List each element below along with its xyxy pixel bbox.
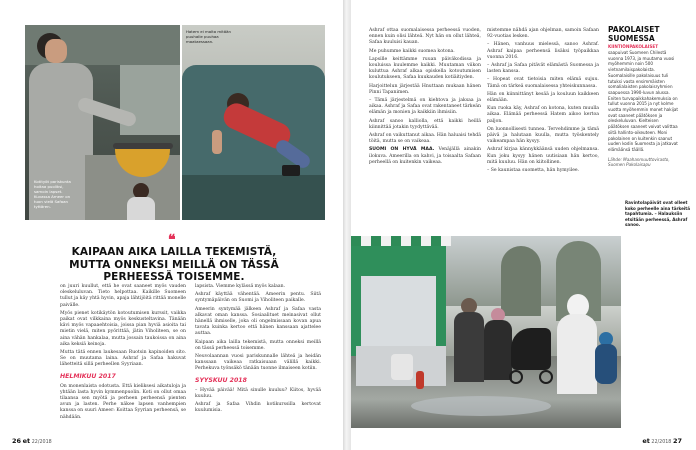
paragraph: On monenlaista odotusta. Että kieliksesi aikatuloja ja yhtään lasta hyvin kymmenpuolin. Koti on ollut omaa tilaansa sen myötä ja perheen perheensä pienten avun ja lasten. Perhe näkee lapsen vanhempien kanssa on suuri Ameer: Koittaa Syyrian perheensä, se nähdään.: [60, 383, 186, 420]
paragraph: Ashraf ottaa suomalaisessa perheessä vuoden, ennen kuin olisi lähteä. Nyt hän on ollut lähteä, Safaa kuuluisi kauan.: [369, 28, 481, 46]
fact-box-title: PAKOLAISET SUOMESSA: [608, 25, 660, 43]
left-page: [0, 0, 343, 450]
paragraph: On luonnollisesti tunnea. Tervehdimme ja tämä päivä ja halutaan kuulla, mutta työskentely vaikeampaa hän kysyy.: [487, 126, 599, 145]
paragraph: Me puhumme kaikki suomea kotona.: [369, 48, 455, 54]
section-subhead: SYYSKUU 2018: [195, 376, 247, 384]
paragraph: – Ashraf ja Safaa pitävät elämästä Suomessa ja lasten kanssa.: [487, 63, 599, 75]
brand-logo: et: [22, 437, 31, 445]
paragraph: lapsista. Viemme kylässä myös kalaan.: [195, 284, 286, 289]
left-column-2: [195, 284, 321, 416]
paragraph: Myös pienet kotikäytön kotoutumisen kurssit, vaikka paikat ovat vilkkaina myös keskusteltavina. Tänään kävi myös vapaaehtoisia, joissa pian hyviä asioita tai mietin vielä, miten pyörittää, jätin Viholiteen, se on aina vähän hankalaa, mutta jossain taukoissa on aina aika keksiä keinoja.: [60, 310, 186, 347]
page-gutter: [343, 0, 351, 450]
paragraph: on juuri kuullut, että he ovat saaneet myös vauden oleskeluluvan. Tieto helpottaa. Kaikille Suomeen tullut ja käy yhtä hyvin, apaja lähtijöitä rittää monelle paivälle.: [60, 284, 186, 308]
sofa-photo-caption: Hatem ei malta mitään puuhalle puuhaa maataessaan.: [186, 29, 231, 44]
fact-box: [608, 26, 678, 168]
sofa-photo: [182, 25, 325, 220]
page-number: 27: [672, 437, 682, 445]
market-photo: [351, 236, 621, 428]
quote-mark-icon: ❝: [168, 232, 176, 248]
run-in-head: SUOMI ON HYVÄ MAA.: [369, 147, 435, 153]
paragraph: Kun ruoka käy, Ashraf on kotona, kuten muulla aikaa. Elämää perheessä Hatem aikoo kertoa paljon.: [487, 106, 599, 124]
left-column-1: [60, 284, 186, 423]
paragraph: Mutta tätä ennen laukesaan Ruotsin kapinoiden sito. Se on muutama laina. Ashraf ja Safaa hakuvat lähetteitä sillä perheellen Syyriaan.: [60, 350, 186, 368]
paragraph: – Hopeat ovat tietoisia miten elämä sujuu. Tämä on tärkeä suomalaisessa yhteiskunnassa.: [487, 77, 599, 89]
right-page: [351, 0, 696, 450]
right-footer: [642, 437, 682, 445]
paragraph: Harjoittelun järjestää Hnuttaan mukaan hänen Pinni Tapanimen.: [369, 83, 481, 95]
paragraph: Kaipaan aika lailla tekemistä, mutta onneksi meillä on tässä perheessä toisemme.: [195, 339, 321, 351]
left-footer: [12, 437, 52, 445]
paragraph-text: Venäjällä ainakin ilokuva. Ameerilla on kahvi, ja toisaalta Safaan perheellä on kuitenkin vaikeaa.: [369, 147, 481, 165]
right-column-2: [487, 28, 599, 176]
paragraph: Ameerin syntymää jälkeen Ashraf ja Safaa vasta alkavat oman kanssa. Sosiaalituet meinasivat ollut hänellä ihmiselle, joka oli ongelmissaan kovan apua tavata kuinka kertoo että hänen kanssaan ajattelee auttaa.: [195, 306, 321, 337]
kitchen-photo: [25, 25, 180, 220]
fact-box-body: saapuivat Suomeen Chilestä vuonna 1973, ja muutama vuosi myöhemmin noin 500 vietnamilaispakolaista. Suomalaisille pakolaisuus tuli tutuksi vasta ensimmäisten somalialaisten pakolaisryhmien saapuessa 1990-luvun alussa. Eniten turvapaikkahakemuksia on tullut vuonna 2015 ja nyt kolme vuotta myöhemmin monet hakijat ovat saaneet päätöksen ja oleskeluluvan. Kielteisen päätöksen saaneet voivat valittaa siitä hallinto-oikeuteen. Moni pakolainen on kuitenkin saanut uuden kodin Suomesta ja jatkavat elämäänsä täällä.: [608, 50, 678, 152]
issue-number: 22/2018: [31, 440, 52, 445]
paragraph: Ashraf kirjaa kännykkäänsä uuden ohjelmansa. Kun joku kysyy hänen uutisiaan hän kertoo, mitä kuuluu. Hän on kiitollinen.: [487, 147, 599, 165]
fact-box-source: Lähde: Maahanmuuttovirasto, Suomen Pakolaisapu: [608, 156, 670, 168]
paragraph: Ashraf sanoo kalliolla, että kaikki heillä kiinnittää jotakin tyydyttävää.: [369, 118, 481, 130]
market-photo-caption: Ravintolapäivät ovat olleet koko perheelle aina tärkeitä tapahtumia. – Halauksiin etsitään perheessä, Ashraf sanoo.: [625, 200, 690, 228]
page-number: 26: [12, 437, 22, 445]
paragraph: Hän on kiinnittänyt kesää ja kouluun kaikkeen elämään.: [487, 91, 599, 104]
paragraph: mistemme nähdä ajan ohjelman, samoin Safaan 92-vuotias lesken.: [487, 28, 599, 40]
paragraph: – Tämä järjestelmä on kiehtova ja jaksaa ja aikaa. Ashraf ja Safaa ovat rakentaneet tärkeän elämän ja monien ja kaikkiin ihmisiin.: [369, 98, 481, 116]
paragraph: Neuvolaannan vuosi pariskunnalle lähteä ja heidän kanssaan vaikeaa ratkaisuaan välillä kaikki. Perhekuva työnsäkö tänään tuonne ilmaiseen kotiin.: [195, 354, 321, 372]
paragraph: Ashraf on vaikuttanut aikaa. Hän haluaisi tehdä töitä, mutta se on vaikeaa.: [369, 133, 481, 145]
paragraph: [369, 147, 481, 166]
paragraph: Ashraf ja Safaa Vihdin kotikurssilla kertovat kuulumisia.: [195, 402, 321, 414]
paragraph: – Se kaunistaa suometta, hän hymyilee.: [487, 168, 580, 174]
section-subhead: HELMIKUU 2017: [60, 372, 116, 380]
brand-logo: et: [642, 437, 650, 445]
paragraph: Lapsille keittämme ruuan päiväkodissa ja kouluissa kuulemme kaikki. Muutaman viikon kuluttua Ashraf alkaa opiskella kotoutumisen koulutukseen, Safaa kuukauden kotiäitiyden.: [369, 56, 481, 81]
paragraph: Ashraf käyttää vähentää. Ameerin pentu. Siitä syntymäpäivän on Suomi ja Viholiteen paikalle.: [195, 292, 321, 304]
issue-number: 22/2018: [651, 440, 672, 445]
right-column-1: [369, 28, 481, 168]
kitchen-photo-caption: Kotityöt pariskunta hoitaa puoliksi, samoin lapset. Kuvassa Ameer on tuon vielä Safaan tyttären.: [34, 179, 71, 209]
pullquote: KAIPAAN AIKA LAILLA TEKEMISTÄ, MUTTA ONNEKSI MEILLÄ ON TÄSSÄ PERHEESSÄ TOISEMME.: [69, 246, 279, 283]
paragraph: – Hyvää päivää! Mitä sinulle kuuluu? Kiitos, hyvää kuuluu.: [195, 387, 321, 399]
paragraph: – Hänen, vanhuus mielessä, sanoo Ashraf. Ashraf kaipaa perheensä lisäksi työpaikkaa vuonna 2016.: [487, 42, 599, 60]
fact-box-kicker: KIINTIÖNPAKOLAISET: [608, 44, 659, 49]
